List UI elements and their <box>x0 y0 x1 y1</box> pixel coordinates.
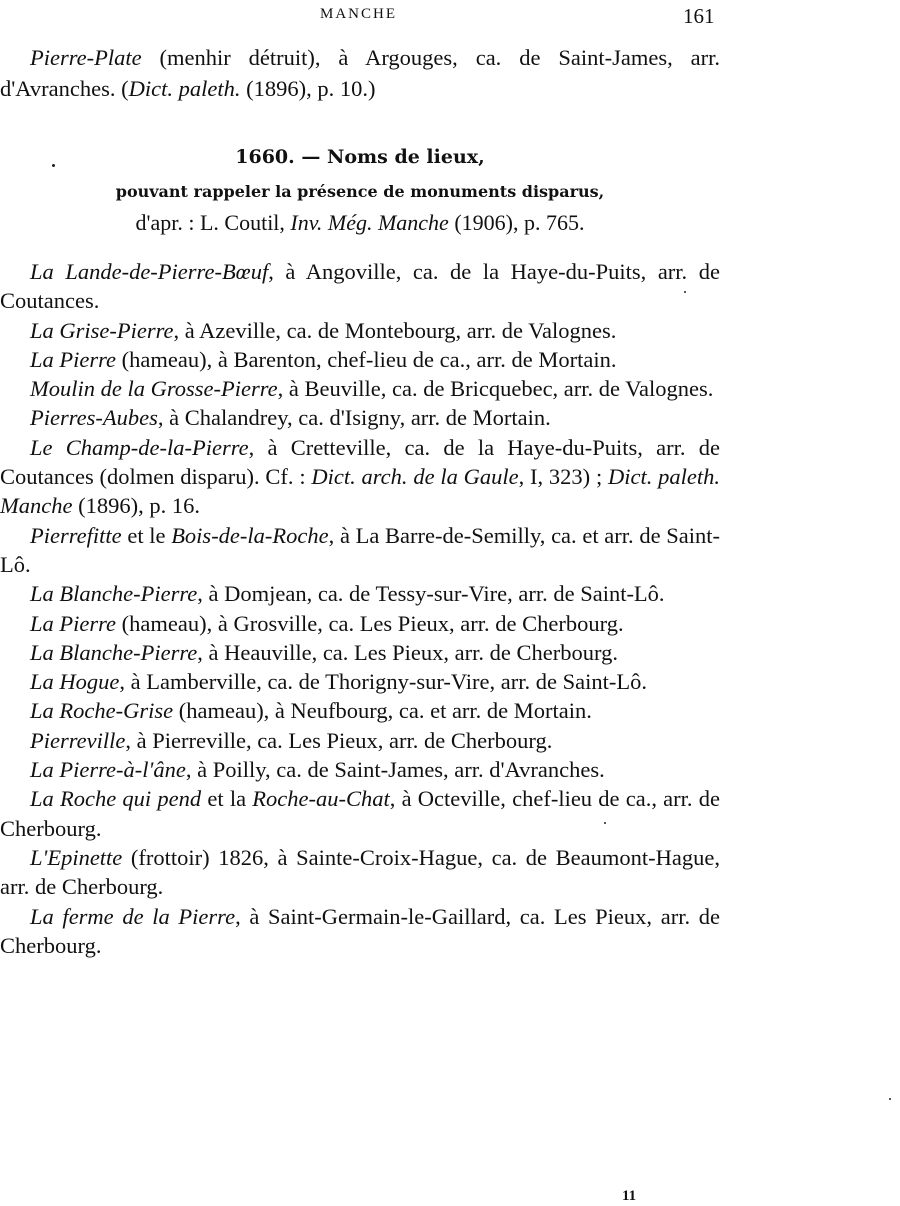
entry-text: (menhir détruit), à Argouges, ca. de Saint-James, arr. d'Avranches. ( <box>0 45 720 101</box>
place-name: Pierre-Plate <box>30 45 142 70</box>
entry-text: , à Domjean, ca. de Tessy-sur-Vire, arr. de Saint-Lô. <box>197 581 665 607</box>
entry-text: , à Chalandrey, ca. d'Isigny, arr. de Mortain. <box>157 405 551 431</box>
entry-text: (hameau), à Neufbourg, ca. et arr. de Mortain. <box>173 698 592 724</box>
print-speck <box>604 822 606 824</box>
entry-text: , à Cretteville, ca. de la Haye-du-Puits, arr. de Coutances (dolmen disparu). Cf. : <box>0 434 720 490</box>
list-item <box>0 843 720 902</box>
list-item <box>0 579 720 608</box>
entry-text: , à Poilly, ca. de Saint-James, arr. d'Avranches. <box>185 757 605 783</box>
list-item <box>0 638 720 667</box>
entry-text: et le <box>121 522 172 548</box>
entry-text: , I, 323) ; <box>518 464 608 490</box>
list-item <box>0 755 720 784</box>
entry-text: (1896), p. 16. <box>72 493 200 519</box>
place-name: La Roche-Grise <box>30 698 174 724</box>
place-name: L'Epinette <box>30 844 123 870</box>
list-item <box>0 726 720 755</box>
running-title: MANCHE <box>320 6 398 22</box>
entry-text: (hameau), à Grosville, ca. Les Pieux, arr. de Cherbourg. <box>116 610 624 636</box>
list-item <box>0 433 720 521</box>
entry-text: , à Saint-Germain-le-Gaillard, ca. Les Pieux, arr. de Cherbourg. <box>0 903 720 958</box>
entry-text: et la <box>201 786 253 812</box>
list-item <box>0 345 720 374</box>
place-name: La Blanche-Pierre <box>30 581 198 607</box>
entry-text: , à Pierreville, ca. Les Pieux, arr. de Cherbourg. <box>125 727 553 753</box>
entry-text: , à Azeville, ca. de Montebourg, arr. de Valognes. <box>173 317 617 343</box>
place-name: La Hogue <box>30 669 120 695</box>
entry-text: , à Heauville, ca. Les Pieux, arr. de Cherbourg. <box>197 639 618 665</box>
place-name: La Blanche-Pierre <box>30 639 198 665</box>
place-name: La Lande-de-Pierre-Bœuf <box>30 259 269 284</box>
reference-title: Dict. paleth. Manche <box>0 464 720 519</box>
entry-text: (hameau), à Barenton, chef-lieu de ca., arr. de Mortain. <box>116 346 617 372</box>
entry-text: , à Angoville, ca. de la Haye-du-Puits, arr. de Coutances. <box>0 259 720 314</box>
list-item <box>0 609 720 638</box>
intro-entry <box>0 42 720 104</box>
reference-title: Inv. Még. Manche <box>290 210 449 235</box>
section-reference <box>0 210 720 236</box>
place-name: La Pierre <box>30 346 117 372</box>
list-item <box>0 316 720 345</box>
entry-text: , à Beuville, ca. de Bricquebec, arr. de Valognes. <box>277 376 714 402</box>
running-head <box>0 4 900 28</box>
place-name: Bois-de-la-Roche <box>171 522 329 548</box>
place-name: La ferme de la Pierre <box>30 903 236 929</box>
print-speck <box>684 291 686 293</box>
reference-author: d'apr. : L. Coutil, <box>135 210 291 235</box>
entry-text: (1896), p. 10.) <box>240 76 376 101</box>
section-subtitle: pouvant rappeler la présence de monuments disparus, <box>115 182 605 201</box>
print-speck <box>889 1098 891 1100</box>
list-item <box>0 257 720 316</box>
signature-mark: 11 <box>622 1188 637 1204</box>
reference-pages: (1906), p. 765. <box>448 210 585 235</box>
place-name: Roche-au-Chat <box>252 786 390 812</box>
list-item <box>0 696 720 725</box>
list-item <box>0 902 720 961</box>
page-number: 161 <box>683 4 715 28</box>
place-name: Pierres-Aubes <box>30 405 158 431</box>
place-name: La Pierre-à-l'âne <box>30 757 186 783</box>
list-item <box>0 403 720 432</box>
section-title: 1660. — Noms de lieux, <box>235 146 485 168</box>
place-name: Le Champ-de-la-Pierre <box>30 434 249 460</box>
list-item <box>0 667 720 696</box>
list-item <box>0 374 720 403</box>
place-name: La Grise-Pierre <box>30 317 174 343</box>
entry-text: , à Octeville, chef-lieu de ca., arr. de Cherbourg. <box>0 786 720 841</box>
place-name: La Roche qui pend <box>30 786 202 812</box>
list-item <box>0 521 720 580</box>
place-name-list <box>0 257 720 960</box>
place-name: La Pierre <box>30 610 117 636</box>
entry-text: , à La Barre-de-Semilly, ca. et arr. de Saint-Lô. <box>0 522 720 577</box>
reference-title: Dict. paleth. <box>128 76 241 101</box>
place-name: Moulin de la Grosse-Pierre <box>30 376 278 402</box>
entry-text: (frottoir) 1826, à Sainte-Croix-Hague, ca. de Beaumont-Hague, arr. de Cherbourg. <box>0 844 720 900</box>
reference-title: Dict. arch. de la Gaule <box>311 464 519 490</box>
place-name: Pierreville <box>30 727 126 753</box>
list-item <box>0 784 720 843</box>
place-name: Pierrefitte <box>30 522 122 548</box>
entry-text: , à Lamberville, ca. de Thorigny-sur-Vire, arr. de Saint-Lô. <box>119 669 647 695</box>
